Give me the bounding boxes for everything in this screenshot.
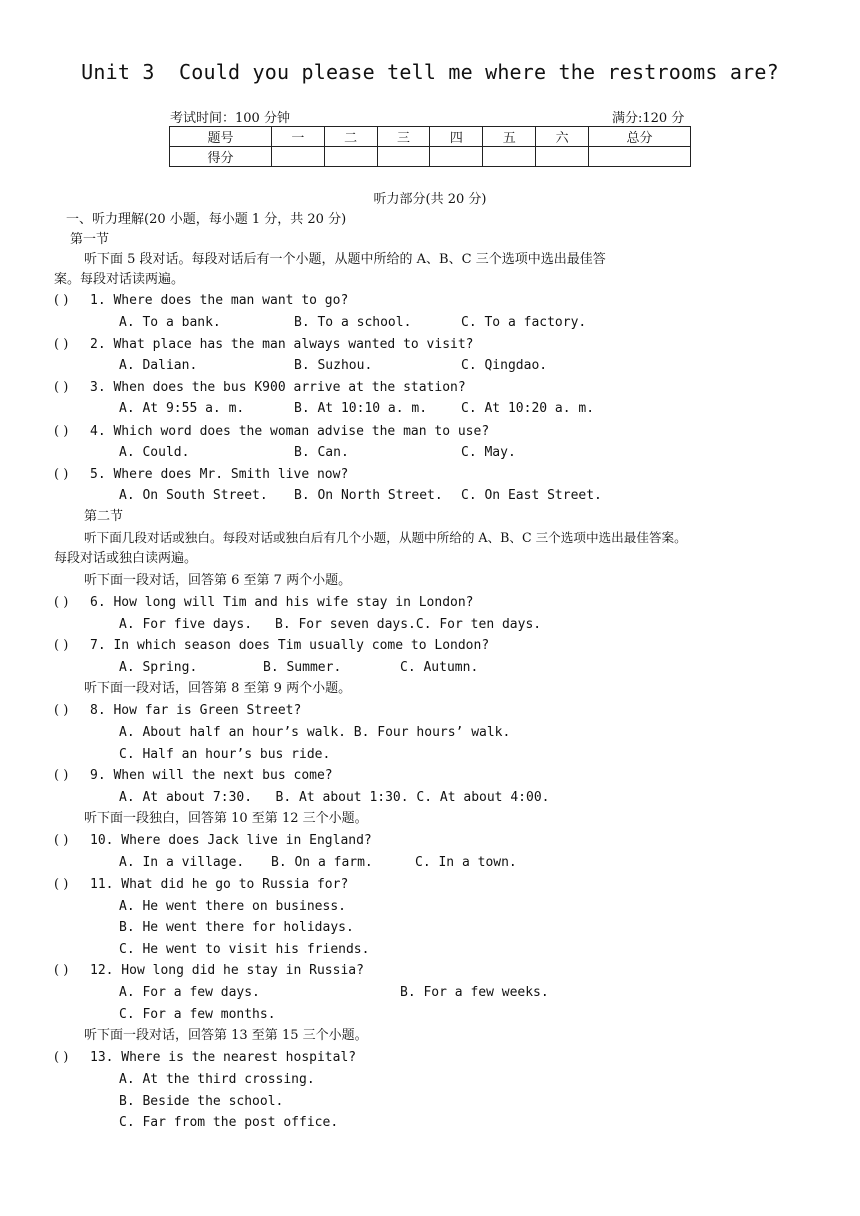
- answer-blank[interactable]: ( ): [54, 877, 69, 892]
- option-b: B. Beside the school.: [119, 1094, 284, 1109]
- instructions: 听下面几段对话或独白。每段对话或独白后有几个小题，从题中所给的 A、B、C 三个选项中选出最佳答案。: [84, 530, 687, 545]
- option-a: A. Could.: [119, 445, 190, 460]
- score-table: [169, 126, 691, 167]
- option-b: B. At 10:10 a. m.: [294, 401, 428, 416]
- option-b: B. Summer.: [263, 660, 342, 675]
- option-c: C. On East Street.: [461, 488, 602, 503]
- exam-time: 考试时间：100 分钟: [170, 111, 290, 126]
- option-abc: A. At about 7:30. B. At about 1:30. C. At about 4:00.: [119, 790, 550, 805]
- option-c: C. He went to visit his friends.: [119, 942, 370, 957]
- instructions: 案。每段对话读两遍。: [54, 272, 185, 287]
- option-a: A. For a few days.: [119, 985, 260, 1000]
- sub-instruction: 听下面一段对话，回答第 13 至第 15 三个小题。: [84, 1028, 368, 1043]
- score-table-cell: 三: [377, 127, 430, 147]
- option-c: C. Half an hour’s bus ride.: [119, 747, 331, 762]
- option-b: B. Suzhou.: [294, 358, 373, 373]
- full-score: 满分:120 分: [612, 111, 685, 126]
- answer-blank[interactable]: ( ): [54, 833, 69, 848]
- option-c: C. In a town.: [415, 855, 517, 870]
- part-heading: 第二节: [84, 509, 124, 524]
- section-heading: 一、听力理解(20 小题，每小题 1 分，共 20 分): [66, 212, 347, 227]
- score-table-score-row: [170, 147, 691, 167]
- option-ab: A. About half an hour’s walk. B. Four hours’ walk.: [119, 725, 511, 740]
- option-a: A. He went there on business.: [119, 899, 346, 914]
- option-b: B. He went there for holidays.: [119, 920, 354, 935]
- question-text: 9. When will the next bus come?: [90, 768, 333, 783]
- sub-instruction: 听下面一段对话，回答第 6 至第 7 两个小题。: [84, 573, 352, 588]
- question-text: 11. What did he go to Russia for?: [90, 877, 349, 892]
- answer-blank[interactable]: ( ): [54, 638, 69, 653]
- option-b: B. On North Street.: [294, 488, 443, 503]
- score-input-cell[interactable]: [271, 147, 324, 167]
- question-text: 3. When does the bus K900 arrive at the station?: [90, 380, 466, 395]
- option-a: A. To a bank.: [119, 315, 221, 330]
- answer-blank[interactable]: ( ): [54, 963, 69, 978]
- score-input-cell[interactable]: [430, 147, 483, 167]
- answer-blank[interactable]: ( ): [54, 380, 69, 395]
- question-text: 12. How long did he stay in Russia?: [90, 963, 364, 978]
- score-table-cell: 一: [271, 127, 324, 147]
- option-a: A. For five days.: [119, 617, 253, 632]
- question-text: 7. In which season does Tim usually come to London?: [90, 638, 490, 653]
- answer-blank[interactable]: ( ): [54, 595, 69, 610]
- option-a: A. On South Street.: [119, 488, 268, 503]
- answer-blank[interactable]: ( ): [54, 768, 69, 783]
- score-input-cell[interactable]: [483, 147, 536, 167]
- answer-blank[interactable]: ( ): [54, 293, 69, 308]
- answer-blank[interactable]: ( ): [54, 703, 69, 718]
- option-bc: B. For seven days.C. For ten days.: [275, 617, 542, 632]
- instructions: 每段对话或独白读两遍。: [54, 551, 198, 566]
- score-table-header-row: [170, 127, 691, 147]
- score-table-cell: 五: [483, 127, 536, 147]
- answer-blank[interactable]: ( ): [54, 337, 69, 352]
- score-input-cell[interactable]: [324, 147, 377, 167]
- option-c: C. At 10:20 a. m.: [461, 401, 595, 416]
- page-title: Unit 3 Could you please tell me where the restrooms are?: [81, 60, 779, 84]
- score-table-cell: 总分: [589, 127, 691, 147]
- question-text: 1. Where does the man want to go?: [90, 293, 349, 308]
- question-text: 10. Where does Jack live in England?: [90, 833, 372, 848]
- score-table-cell: 六: [536, 127, 589, 147]
- question-text: 2. What place has the man always wanted to visit?: [90, 337, 474, 352]
- listening-header: 听力部分(共 20 分): [373, 192, 487, 207]
- instructions: 听下面 5 段对话。每段对话后有一个小题，从题中所给的 A、B、C 三个选项中选出最佳答: [84, 252, 606, 267]
- score-table-cell: 二: [324, 127, 377, 147]
- answer-blank[interactable]: ( ): [54, 467, 69, 482]
- option-b: B. To a school.: [294, 315, 412, 330]
- option-a: A. At the third crossing.: [119, 1072, 315, 1087]
- option-b: B. For a few weeks.: [400, 985, 549, 1000]
- option-a: A. Dalian.: [119, 358, 198, 373]
- option-c: C. To a factory.: [461, 315, 587, 330]
- question-text: 13. Where is the nearest hospital?: [90, 1050, 357, 1065]
- score-input-cell[interactable]: [589, 147, 691, 167]
- score-table-cell: 题号: [170, 127, 272, 147]
- sub-instruction: 听下面一段对话，回答第 8 至第 9 两个小题。: [84, 681, 352, 696]
- option-c: C. Far from the post office.: [119, 1115, 339, 1130]
- score-input-cell[interactable]: [377, 147, 430, 167]
- score-input-cell[interactable]: [536, 147, 589, 167]
- option-c: C. For a few months.: [119, 1007, 276, 1022]
- option-c: C. Autumn.: [400, 660, 479, 675]
- score-table-cell: 得分: [170, 147, 272, 167]
- option-a: A. At 9:55 a. m.: [119, 401, 245, 416]
- option-b: B. Can.: [294, 445, 349, 460]
- score-table-cell: 四: [430, 127, 483, 147]
- option-a: A. In a village.: [119, 855, 245, 870]
- option-c: C. May.: [461, 445, 516, 460]
- answer-blank[interactable]: ( ): [54, 424, 69, 439]
- answer-blank[interactable]: ( ): [54, 1050, 69, 1065]
- sub-instruction: 听下面一段独白，回答第 10 至第 12 三个小题。: [84, 811, 368, 826]
- part-heading: 第一节: [70, 232, 110, 247]
- option-b: B. On a farm.: [271, 855, 373, 870]
- question-text: 4. Which word does the woman advise the man to use?: [90, 424, 490, 439]
- option-c: C. Qingdao.: [461, 358, 548, 373]
- question-text: 5. Where does Mr. Smith live now?: [90, 467, 349, 482]
- question-text: 6. How long will Tim and his wife stay in London?: [90, 595, 474, 610]
- option-a: A. Spring.: [119, 660, 198, 675]
- question-text: 8. How far is Green Street?: [90, 703, 302, 718]
